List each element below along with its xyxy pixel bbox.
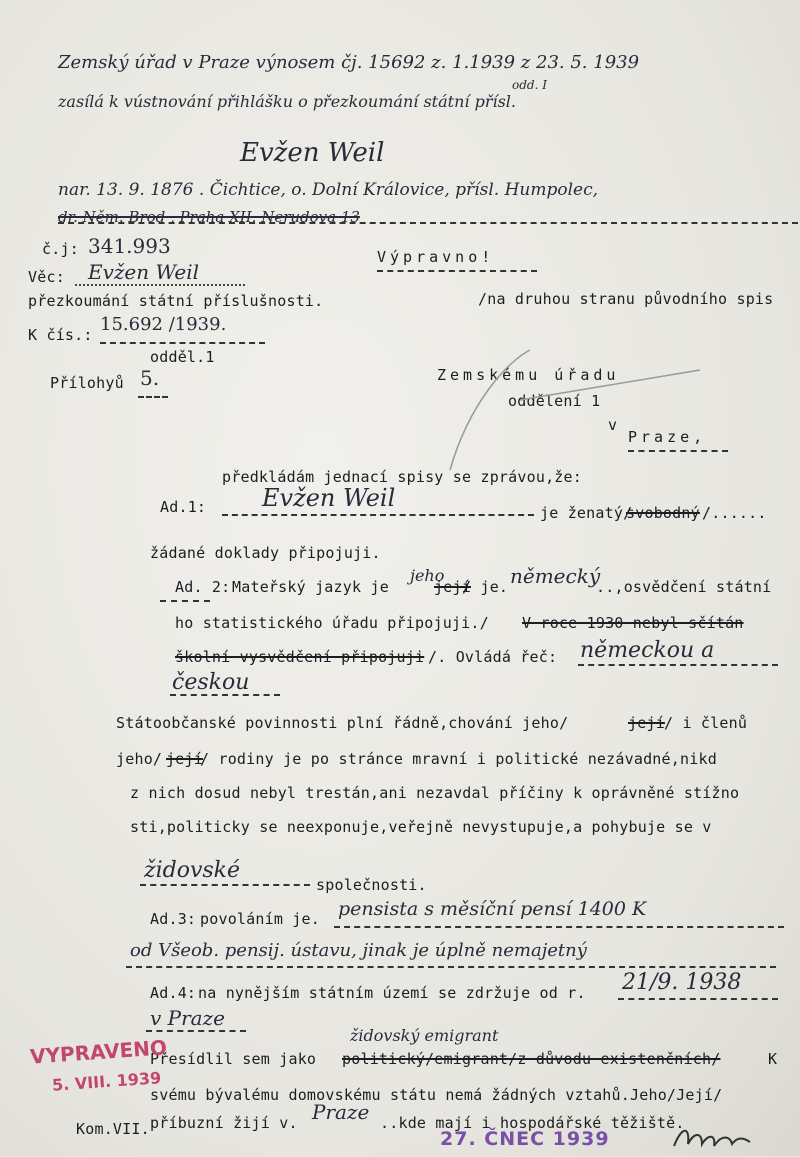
ad3-label: Ad.3: [150, 910, 197, 928]
civic-line5: společnosti. [316, 876, 427, 894]
vec-handwritten: Evžen Weil [88, 260, 200, 284]
addressee-line2: oddělení 1 [508, 392, 601, 410]
ad2-label-underline [160, 600, 210, 602]
presidlil-line3a: příbuzní žijí v. [150, 1114, 298, 1132]
k-cis-label: K čís.: [28, 326, 93, 344]
ad2-language-spoken-2: českou [172, 670, 250, 695]
header-note-line2: zasílá k vústnování přihlášku o přezkoumání státní přísl. [58, 92, 516, 111]
addressee-line4: Praze, [628, 428, 707, 446]
ad4-place-handwritten: v Praze [150, 1006, 225, 1030]
presidlil-text2: K [768, 1050, 778, 1068]
vec-underline [75, 284, 245, 286]
ad3-text: povoláním je. [200, 910, 320, 928]
ad2-language-handwritten: německý [510, 564, 601, 588]
civic-society-handwritten: židovské [144, 858, 241, 883]
civic-society-underline [140, 884, 310, 886]
prilohy-label: Přílohyů [50, 374, 124, 392]
ad2-line2-text: ho statistického úřadu připojuji./ [175, 614, 489, 632]
ad2-rec-underline1 [578, 664, 778, 666]
civic-line4: sti,politicky se neexponuje,veřejně nevystupuje,a pohybuje se v [130, 818, 712, 836]
old-address-handwritten: dr. Něm. Brod , Praha XII. Nerudova 13 [58, 208, 360, 226]
ad1-label: Ad.1: [160, 498, 207, 516]
pencil-mark [430, 340, 710, 480]
ad2-text2: / je. [462, 578, 509, 596]
ad1-text: je ženatý/ [540, 504, 633, 522]
presidlil-struck: politický/emigrant/z důvodu existenčních/ [342, 1050, 721, 1068]
cj-label: č.j: [42, 240, 79, 258]
cj-value: 341.993 [88, 234, 171, 258]
prilohy-value: 5. [140, 366, 160, 390]
civic-line2b: / rodiny je po stránce mravní i politické nezávadné,nikd [200, 750, 717, 768]
ad2-text3: ..,osvědčení státní [596, 578, 772, 596]
ad2-line3-text: /. Ovládá řeč: [428, 648, 558, 666]
civic-line2a: jeho/ [116, 750, 163, 768]
addressee-line3: v [608, 416, 618, 434]
ad3-underline2 [126, 966, 776, 968]
person-name-handwritten: Evžen Weil [240, 138, 385, 168]
civic-line1a: Státoobčanské povinnosti plní řádně,chování jeho/ [116, 714, 569, 732]
k-cis-value: 15.692 /1939. [100, 314, 227, 335]
intro-text: předkládám jednací spisy se zprávou,že: [222, 468, 582, 486]
birth-details-handwritten: nar. 13. 9. 1876 . Čichtice, o. Dolní Královice, přísl. Humpolec, [58, 180, 599, 200]
stamp-vypraveno-date: 5. VIII. 1939 [51, 1068, 162, 1095]
divider-line [58, 222, 798, 224]
stamp-date: 27. ČNEC 1939 [440, 1128, 610, 1150]
header-note-oddil: odd. I [512, 78, 547, 92]
signature-icon [672, 1124, 752, 1152]
vec-label: Věc: [28, 268, 65, 286]
kom-text: Kom.VII. [76, 1120, 150, 1138]
ad4-place-underline [146, 1030, 246, 1032]
ad2-rec-underline2 [170, 694, 280, 696]
ad4-date-underline [618, 998, 778, 1000]
ad3-handwritten-2: od Všeob. pensij. ústavu, jinak je úplně nemajetný [130, 940, 587, 961]
ad2-jeji-struck: její [434, 578, 471, 596]
ad2-jeho-handwritten: jeho [410, 566, 445, 585]
civic-line1-struck: její [628, 714, 665, 732]
ad1-underline [222, 514, 534, 516]
presidlil-handwritten-over: židovský emigrant [350, 1026, 499, 1045]
subject-text: přezkoumání státní příslušnosti. [28, 292, 324, 310]
ad2-text1: Mateřský jazyk je [232, 578, 389, 596]
ad3-handwritten-1: pensista s měsíční pensí 1400 K [338, 898, 647, 920]
ad2-label: Ad. 2: [175, 578, 231, 596]
presidlil-city-handwritten: Praze [312, 1100, 370, 1124]
ad1-handwritten: Evžen Weil [262, 484, 396, 512]
ad1-tail: /...... [702, 504, 767, 522]
oddel-text: odděl.1 [150, 348, 215, 366]
header-note-line1: Zemský úřad v Praze výnosem čj. 15692 z. 1.1939 z 23. 5. 1939 [58, 52, 640, 73]
addressee-line1: Zemskému úřadu [437, 366, 620, 384]
na-druhou-stranu: /na druhou stranu původního spis [478, 290, 774, 308]
ad3-underline1 [334, 926, 784, 928]
ad4-text: na nynějším státním území se zdržuje od r. [198, 984, 586, 1002]
ad1-struck: svobodný [626, 504, 700, 522]
civic-line2-struck: její [166, 750, 203, 768]
ad2-line2-struck: V roce 1930 nebyl sčítán [522, 614, 744, 632]
presidlil-line2: svému bývalému domovskému státu nemá žádných vztahů.Jeho/Její/ [150, 1086, 723, 1104]
civic-line3: z nich dosud nebyl trestán,ani nezavdal příčiny k oprávněné stížno [130, 784, 740, 802]
ad4-date-handwritten: 21/9. 1938 [622, 970, 742, 995]
ad2-line3-struck: školní vysvědčení připojuji [175, 648, 425, 666]
zadane-text: žádané doklady připojuji. [150, 544, 381, 562]
k-cis-underline [100, 342, 265, 344]
stamp-vypraveno: VYPRAVENO [29, 1035, 168, 1069]
civic-line1b: / i členů [664, 714, 748, 732]
ad4-label: Ad.4: [150, 984, 197, 1002]
presidlil-line3b: ..kde mají i hospodářské těžiště. [380, 1114, 685, 1132]
vypravno-heading: Výpravno! [377, 248, 495, 266]
ad2-language-spoken-1: německou a [580, 638, 715, 663]
prilohy-underline [138, 396, 168, 398]
vypravno-underline [377, 270, 537, 272]
presidlil-text1: Přesídlil sem jako [150, 1050, 317, 1068]
signature-scribble [672, 1124, 752, 1157]
